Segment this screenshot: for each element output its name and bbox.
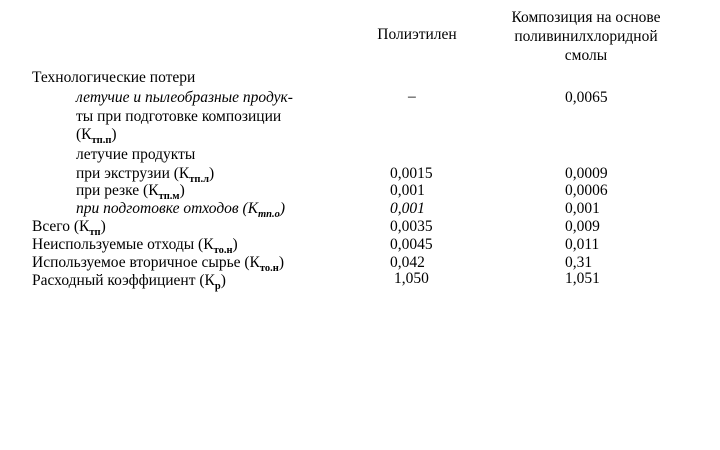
text-italic: летучие и пылеобразные продук- — [76, 89, 293, 106]
column-header-polyethylene: Полиэтилен — [377, 26, 457, 43]
value-pvc-unused-waste: 0,011 — [565, 236, 600, 253]
subscript: тп.м — [158, 191, 180, 202]
subscript: то.н — [259, 263, 279, 274]
value-pvc-waste-prep: 0,001 — [565, 200, 600, 217]
value-pvc-extrusion: 0,0009 — [565, 165, 608, 182]
column-header-pvc-line3: смолы — [564, 47, 608, 64]
value-pe-unused-waste: 0,0045 — [390, 236, 433, 253]
value-pe-consumption-coefficient: 1,050 — [394, 270, 429, 287]
row-label-volatile-dust-line3 — [76, 126, 117, 146]
text-label: Расходный коэффициент (К — [32, 272, 215, 289]
paren-close: ) — [111, 126, 117, 143]
row-label-volatile: летучие продукты — [76, 146, 196, 163]
value-pe-extrusion: 0,0015 — [390, 165, 433, 182]
value-pe-total: 0,0035 — [390, 218, 433, 235]
paren-close: ) — [232, 236, 238, 253]
value-pe-volatile-dust: – — [408, 88, 416, 105]
value-pvc-cutting: 0,0006 — [565, 182, 608, 199]
paren-close: ) — [278, 254, 285, 271]
row-label-unused-waste — [32, 236, 238, 256]
column-header-pvc-composition — [486, 8, 686, 65]
row-label-volatile-dust-line2: ты при подготовке композиции — [76, 108, 282, 125]
column-header-pvc-line1: Композиция на основе — [511, 9, 661, 26]
row-label-consumption-coefficient — [32, 272, 226, 292]
value-pvc-secondary-raw: 0,31 — [565, 254, 593, 271]
text-label: при подготовке отходов (К — [76, 200, 258, 217]
paren-close: ) — [179, 182, 185, 199]
value-pe-waste-prep: 0,001 — [390, 200, 425, 217]
row-label-extrusion — [76, 165, 215, 185]
value-pe-cutting: 0,001 — [390, 182, 425, 199]
paren-close: ) — [100, 218, 106, 235]
paren-close: ) — [279, 200, 286, 217]
subscript: тп.п — [91, 135, 112, 146]
row-label-cutting — [76, 182, 185, 202]
paren-close: ) — [208, 165, 215, 182]
row-label-total — [32, 218, 106, 238]
value-pvc-consumption-coefficient: 1,051 — [565, 270, 600, 287]
subscript: р — [214, 281, 221, 292]
value-pe-secondary-raw: 0,042 — [390, 254, 425, 271]
row-label-volatile-dust-line1 — [76, 90, 293, 106]
text-label: Используемое вторичное сырье (К — [32, 254, 260, 271]
symbol-k: (К — [76, 126, 92, 143]
text-label: при резке (К — [76, 182, 159, 199]
subscript: тп — [89, 227, 101, 238]
value-pvc-total: 0,009 — [565, 218, 600, 235]
subscript: тп.о — [257, 209, 280, 220]
text-label: Всего (К — [32, 218, 90, 235]
subscript: то.н — [213, 245, 233, 256]
row-label-secondary-raw — [32, 254, 285, 274]
paren-close: ) — [220, 272, 226, 289]
subscript: тп.л — [189, 174, 209, 185]
row-label-waste-prep — [76, 200, 286, 220]
value-pvc-volatile-dust: 0,0065 — [565, 89, 608, 106]
text-label: Неиспользуемые отходы (К — [32, 236, 214, 253]
column-header-pvc-line2: поливинилхлоридной — [514, 28, 658, 45]
row-label-tech-losses: Технологические потери — [32, 69, 196, 86]
text-label: при экструзии (К — [76, 165, 190, 182]
